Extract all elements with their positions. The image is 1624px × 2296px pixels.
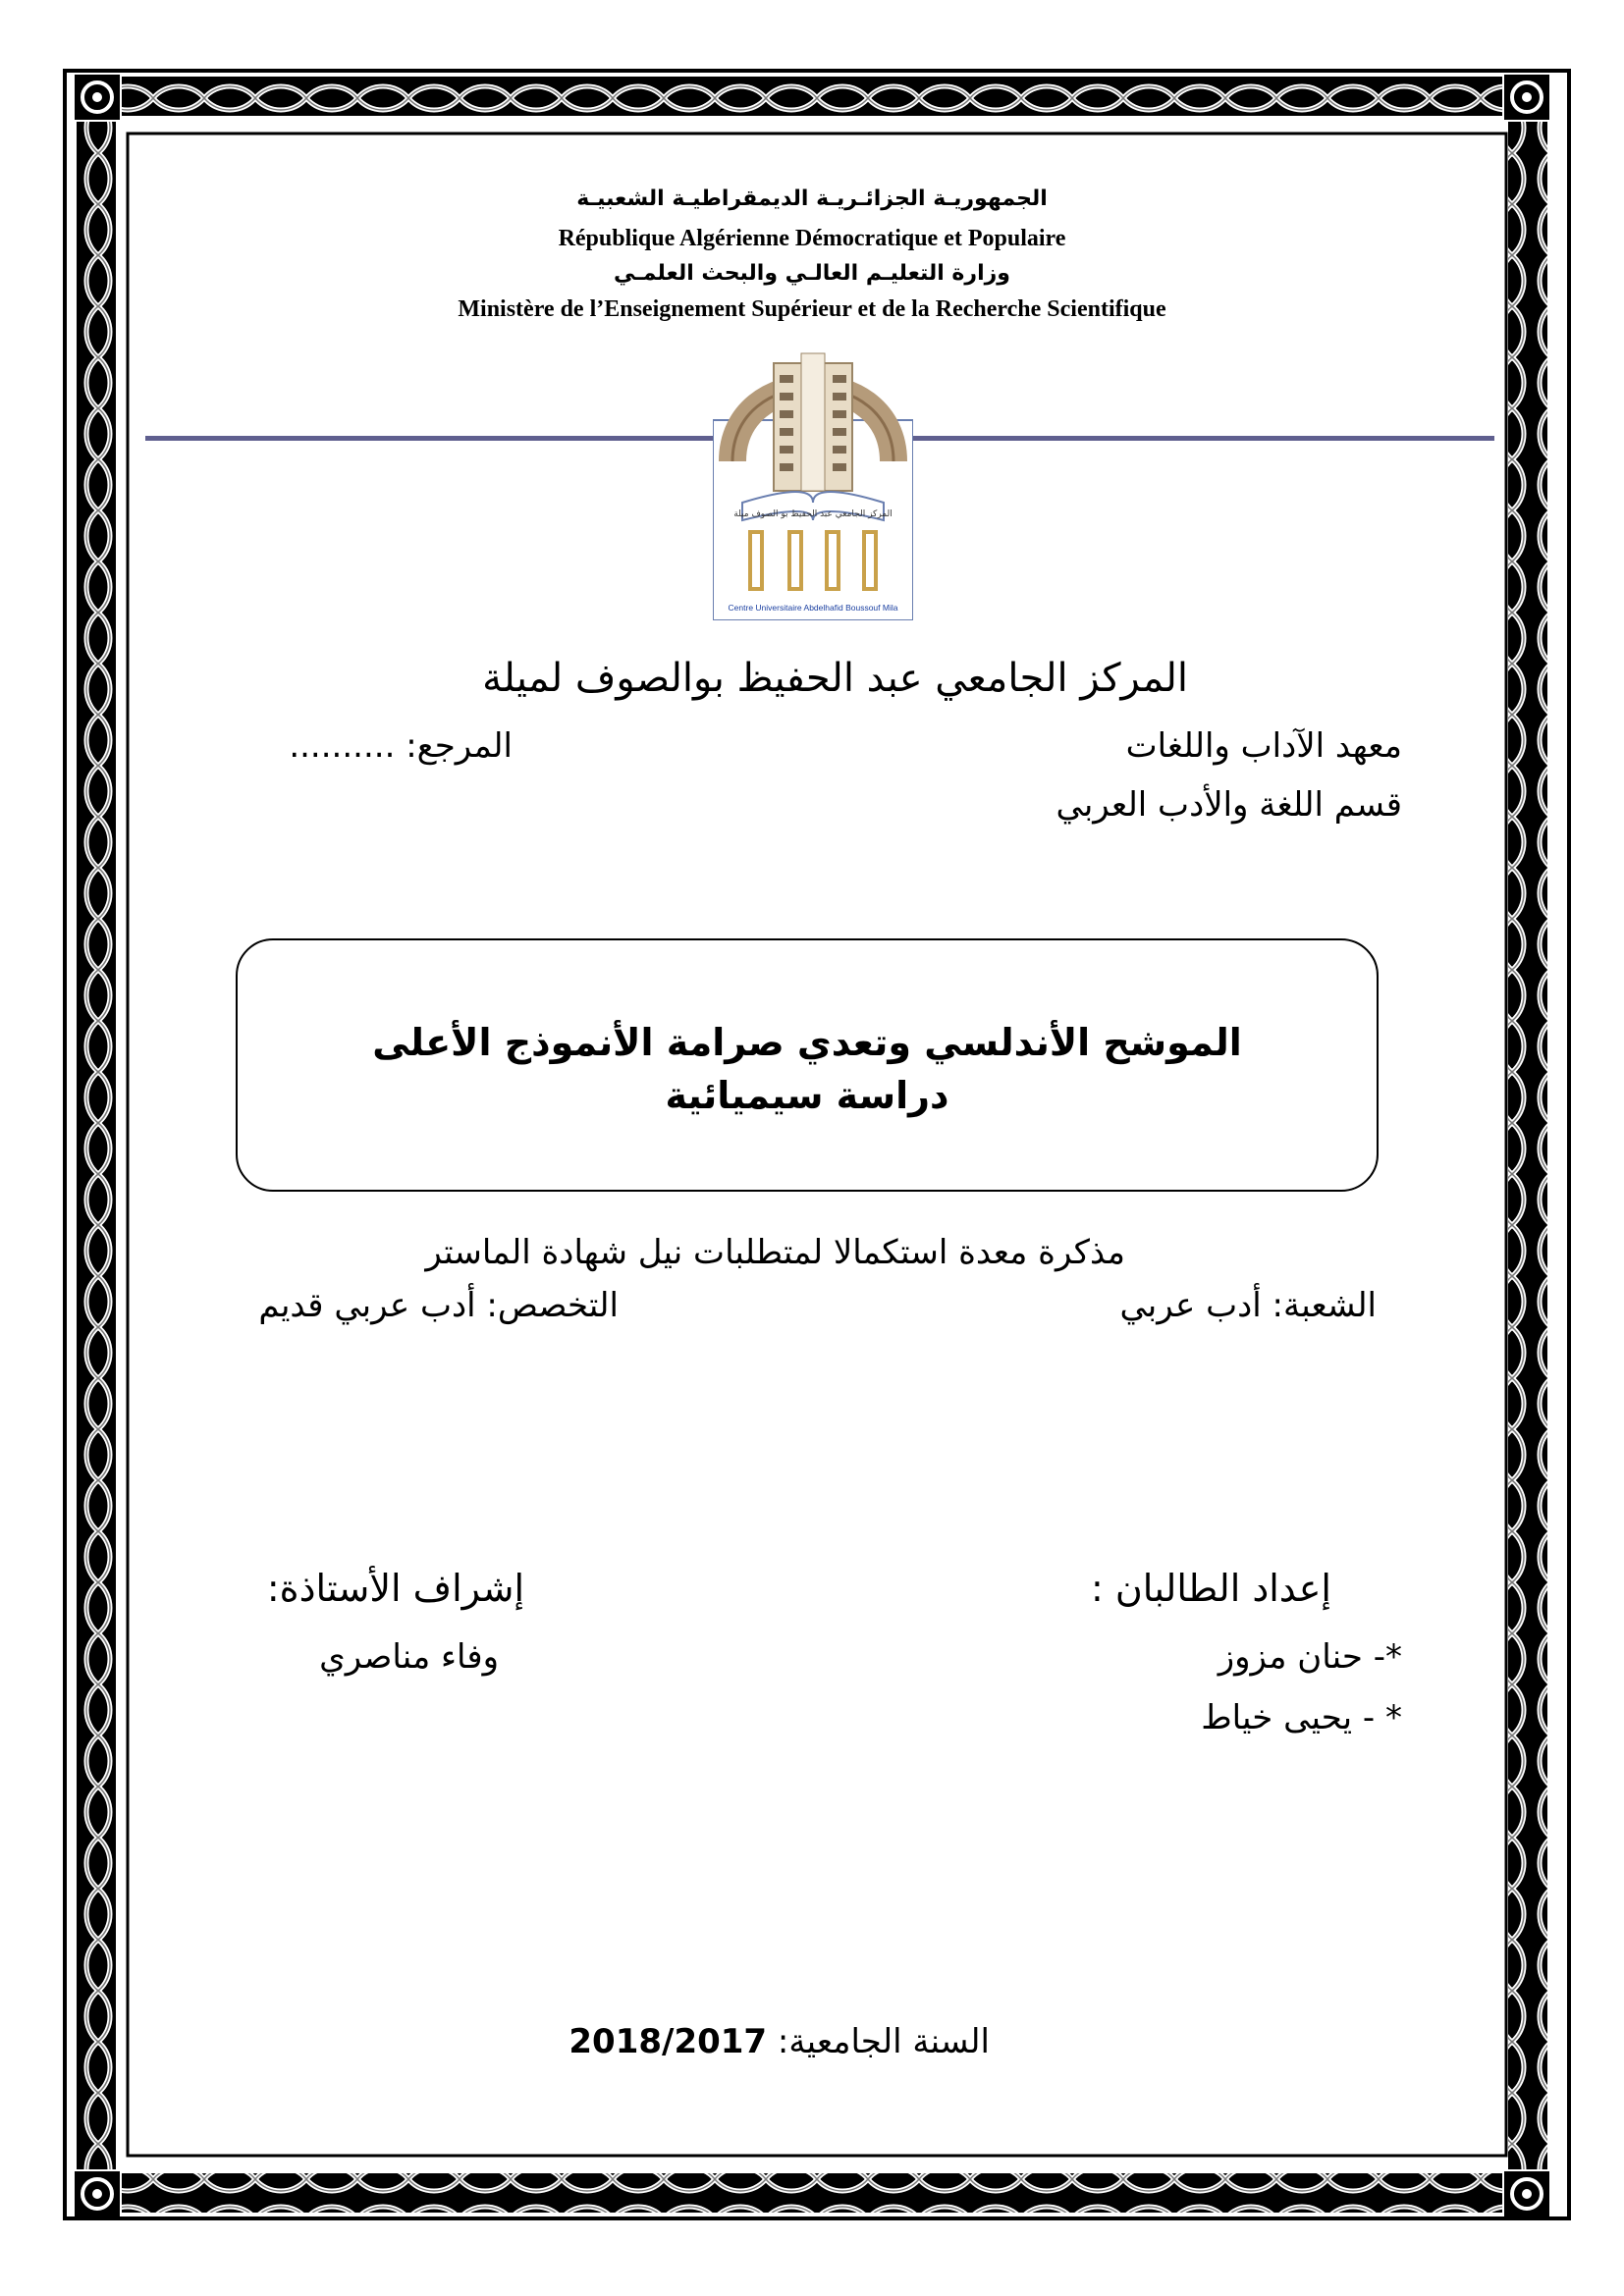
branch-field: الشعبة: أدب عربي	[1119, 1286, 1377, 1325]
specialty-field: التخصص: أدب عربي قديم	[258, 1286, 619, 1325]
ministry-arabic: وزارة التعليـم العالـي والبحث العلمـي	[614, 261, 1010, 286]
header-rule-left	[145, 436, 713, 441]
republic-french: République Algérienne Démocratique et Populaire	[558, 226, 1066, 251]
header-rule-right	[913, 436, 1494, 441]
republic-arabic: الجمهوريـة الجزائـريـة الديمقراطيـة الشعبيـة	[576, 187, 1048, 211]
logo-latin-caption: Centre Universitaire Abdelhafid Boussouf Mila	[728, 603, 898, 613]
academic-year	[0, 2022, 990, 2061]
university-logo	[713, 324, 913, 620]
thesis-title-box	[236, 938, 1379, 1192]
corner-ornament	[75, 2171, 120, 2216]
students-label: إعداد الطالبان :	[1090, 1567, 1331, 1610]
department-name: قسم اللغة والأدب العربي	[1056, 785, 1402, 825]
reference-field: المرجع: ..........	[289, 726, 513, 766]
center-name: المركز الجامعي عبد الحفيظ بوالصوف لميلة	[482, 656, 1188, 701]
academic-year-value: 2018/2017	[568, 2022, 768, 2061]
corner-ornament	[1504, 75, 1549, 120]
student-1: *- حنان مزوز	[1218, 1637, 1402, 1677]
ministry-french: Ministère de l’Enseignement Supérieur et de la Recherche Scientifique	[458, 296, 1166, 322]
thesis-subtitle: دراسة سيميائية	[665, 1074, 949, 1117]
corner-ornament	[75, 75, 120, 120]
thesis-title: الموشح الأندلسي وتعدي صرامة الأنموذج الأعلى	[372, 1021, 1242, 1064]
academic-year-label: السنة الجامعية:	[767, 2022, 990, 2061]
thesis-purpose: مذكرة معدة استكمالا لمتطلبات نيل شهادة الماستر	[425, 1233, 1125, 1272]
logo-arabic-caption: المركز الجامعي عبد الحفيظ بو الصوف ميلة	[733, 509, 893, 519]
supervisor-label: إشراف الأستاذة:	[266, 1567, 524, 1610]
student-2: * - يحيى خياط	[1201, 1698, 1402, 1737]
corner-ornament	[1504, 2171, 1549, 2216]
supervisor-name: وفاء مناصري	[319, 1637, 499, 1677]
institute-name: معهد الآداب واللغات	[1125, 726, 1402, 766]
